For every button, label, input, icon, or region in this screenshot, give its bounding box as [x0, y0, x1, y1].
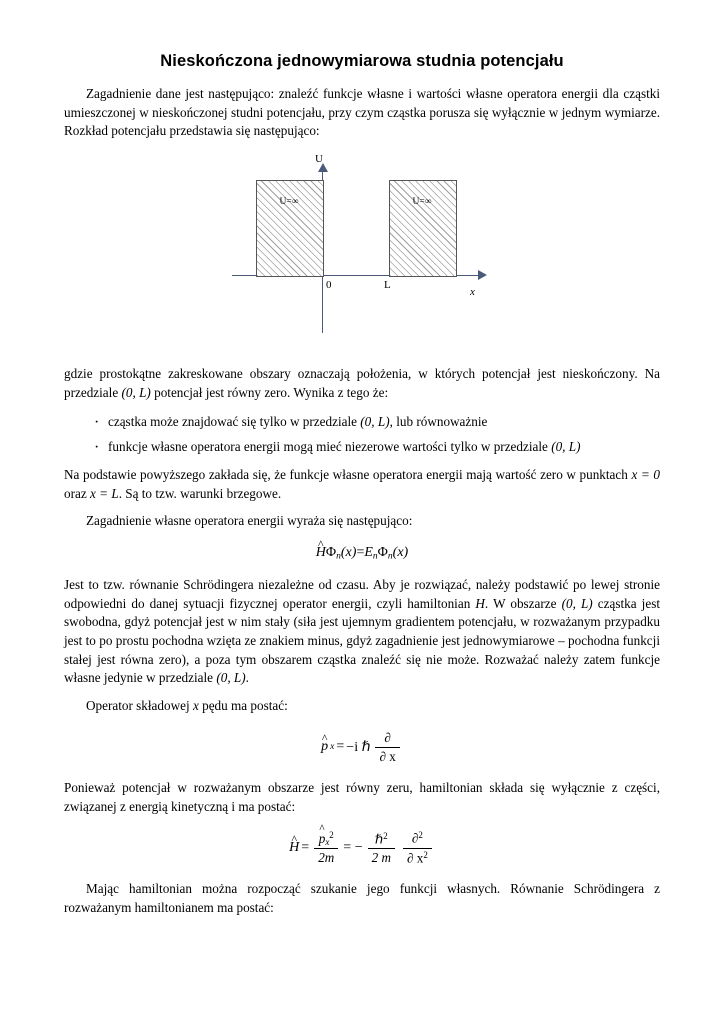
p3-mid: oraz	[64, 485, 90, 501]
x-axis-arrow-icon	[478, 270, 487, 280]
p2-italic-interval: (0, L)	[121, 384, 151, 400]
paragraph-hatched-regions	[64, 365, 660, 402]
p5-part2: . W obszarze	[484, 595, 562, 611]
eq3-hbar-fraction	[368, 831, 395, 866]
eq3-partial-x: ∂ x	[406, 850, 424, 866]
bullet-0-italic: (0, L)	[360, 413, 390, 429]
p2-part2: potencjał jest równy zero. Wynika z tego że:	[150, 384, 389, 400]
paragraph-intro	[64, 85, 660, 141]
eq1-sub-n2: n	[372, 551, 378, 562]
eq2-frac-num: ∂	[375, 730, 399, 748]
potential-well-figure	[64, 153, 660, 349]
eq2-derivative-fraction	[375, 730, 399, 765]
list-item	[64, 412, 660, 431]
infinite-barrier-left	[256, 180, 324, 277]
eq1-arg1: (x)	[340, 545, 357, 561]
eq3-p-sub-x: x	[325, 837, 330, 848]
eq3-frac3-den	[403, 849, 432, 866]
p3-part1: Na podstawie powyższego zakłada się, że funkcje własne operatora energii mają wartość zero w punktach	[64, 466, 632, 482]
p5-italic-interval-a: (0, L)	[561, 595, 593, 611]
eq3-hbar: ℏ	[374, 831, 384, 847]
eq3-partial-x-sup-2: 2	[423, 849, 428, 860]
eq3-p-sup-2: 2	[329, 830, 334, 841]
eq3-frac2-den: 2 m	[371, 850, 391, 866]
eq1-sub-n1: n	[336, 551, 341, 562]
barrier-right-label: U=∞	[412, 197, 432, 208]
eq2-minus-i-hbar: −i ℏ	[346, 739, 371, 755]
equation-hamiltonian	[64, 830, 660, 866]
eq2-equals: =	[336, 739, 345, 755]
p3-italic-x0: x = 0	[631, 466, 660, 482]
eq3-p-operator: p ^	[319, 831, 326, 847]
paragraph-boundary-conditions	[64, 466, 660, 503]
paragraph-intro-text: Zagadnienie dane jest następująco: znaleźć funkcje własne i wartości własne operatora energii dla cząstki umieszczonej w nieskończonej studni potencjału, przy czym cząstka porusza się wyłącznie w jednym wymiarze. Rozkład potencjału przedstawia się następująco:	[64, 86, 660, 139]
p7-text: Ponieważ potencjał w rozważanym obszarze jest równy zeru, hamiltonian składa się wyłącznie z części, związanej z energią kinetyczną i ma postać:	[64, 779, 660, 814]
origin-tick-label: 0	[326, 279, 332, 292]
bullet-1-italic: (0, L)	[551, 438, 581, 454]
eq1-energy-E: E	[364, 545, 373, 561]
equation-momentum-operator	[64, 730, 660, 765]
eq3-equals-minus: = −	[343, 840, 363, 856]
eq1-equals: =	[356, 545, 365, 561]
eq3-hbar-sup-2: 2	[383, 830, 388, 841]
p6-part1: Operator składowej	[86, 698, 193, 714]
eq3-partial-sup-2: 2	[418, 830, 423, 841]
p5-part4: .	[245, 670, 249, 686]
p6-part2: pędu ma postać:	[198, 698, 288, 714]
eq3-operator-H: H ^	[289, 840, 299, 856]
eq2-frac-den: ∂ x	[379, 748, 396, 764]
equation-schrodinger-eigen	[64, 545, 660, 562]
eq3-kinetic-fraction	[314, 830, 338, 866]
eq1-phi2: Φ	[377, 545, 388, 561]
p8-text: Mając hamiltonian można rozpocząć szukanie jego funkcji własnych. Równanie Schrödingera z rozważanym hamiltonianem ma postać:	[64, 881, 660, 916]
list-item	[64, 437, 660, 456]
eq1-operator-H: H ^	[316, 545, 326, 561]
eq3-second-derivative-fraction	[403, 830, 432, 866]
eq3-partial: ∂	[411, 830, 419, 846]
p5-part3: cząstka jest swobodna, gdyż potencjał jest w nim stały (siła jest ujemnym gradientem potencjału, w rozważanym przypadku jest to po prostu pochodna wzięta ze znakiem minus, gdyż zagadnienie jest jednowymiarowe – pochodna funkcji stałej jest równa zero), a poza tym obszarem cząstka znaleźć się nie może. Rozważać należy zatem funkcje własne jedynie w przedziale	[64, 595, 660, 686]
eq1-sub-n3: n	[387, 551, 393, 562]
p4-text: Zagadnienie własne operatora energii wyraża się następująco:	[86, 513, 413, 529]
p2-part1: gdzie prostokątne zakreskowane obszary oznaczają położenia, w których potencjał jest nieskończony. Na przedziale	[64, 366, 660, 400]
eq3-frac1-den: 2m	[318, 850, 335, 866]
eq3-frac2-num	[368, 831, 395, 849]
paragraph-closing	[64, 880, 660, 917]
p6-italic-x: x	[192, 698, 199, 714]
eq3-frac3-num	[403, 830, 432, 848]
eq2-operator-p: p ^	[321, 739, 328, 755]
p5-italic-interval-b: (0, L)	[216, 670, 246, 686]
eq1-phi: Φ	[325, 545, 337, 561]
infinite-barrier-right	[389, 180, 457, 277]
bullet-0-part2: , lub równoważnie	[389, 413, 488, 429]
eq2-sub-x: x	[330, 742, 335, 753]
bullet-1-part1: funkcje własne operatora energii mogą mieć niezerowe wartości tylko w przedziale	[108, 438, 552, 454]
paragraph-eigenproblem-intro	[64, 512, 660, 531]
y-axis-label: U	[315, 153, 323, 166]
eq1-arg2: (x)	[392, 545, 409, 561]
conditions-list	[64, 412, 660, 456]
p5-part1: Jest to tzw. równanie Schrödingera niezależne od czasu. Aby je rozwiązać, należy podstawić po lewej stronie odpowiedni do danej sytuacji fizycznej operator energii, czyli hamiltonian	[64, 576, 660, 611]
paragraph-momentum-operator	[64, 697, 660, 716]
p5-italic-H: H	[475, 595, 485, 611]
eq3-frac1-num	[314, 830, 338, 849]
bullet-0-part1: cząstka może znajdować się tylko w przedziale	[108, 413, 361, 429]
paragraph-time-independent	[64, 576, 660, 688]
x-axis-label: x	[470, 286, 475, 299]
length-tick-label: L	[384, 279, 391, 292]
eq3-equals: =	[301, 840, 310, 856]
figure-canvas	[212, 153, 512, 349]
page-title: Nieskończona jednowymiarowa studnia potencjału	[160, 52, 564, 70]
barrier-left-label: U=∞	[279, 197, 299, 208]
paragraph-hamiltonian-intro	[64, 779, 660, 816]
p3-part2: . Są to tzw. warunki brzegowe.	[118, 485, 282, 501]
p3-italic-xL: x = L	[90, 485, 119, 501]
